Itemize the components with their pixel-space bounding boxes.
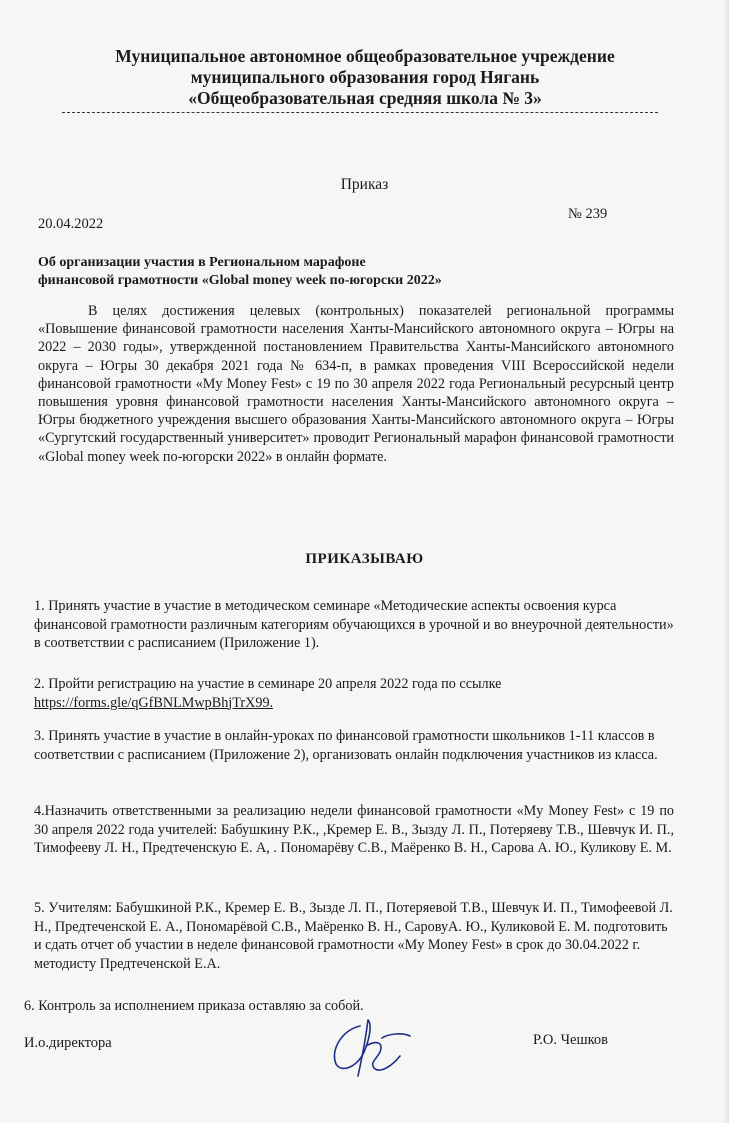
- signer-name: Р.О. Чешков: [533, 1032, 609, 1048]
- header-line-3: «Общеобразовательная средняя школа № 3»: [188, 88, 542, 108]
- order-item-1: 1. Принять участие в участие в методическом семинаре «Методические аспекты освоения курса финансовой грамотности различным категориям обучающихся в урочной и во внеурочной деятельности» в соответствии с расписанием (Приложение 1).: [34, 598, 674, 651]
- order-item-2-text: 2. Пройти регистрацию на участие в семинаре 20 апреля 2022 года по ссылке: [34, 676, 502, 692]
- order-item-2: [34, 675, 674, 712]
- registration-link[interactable]: https://forms.gle/qGfBNLMwpBhjTrX99.: [34, 694, 274, 711]
- order-item-5: 5. Учителям: Бабушкиной Р.К., Кремер Е. В., Зызде Л. П., Потеряевой Т.В., Шевчук И. П., Тимофеевой Л. Н., Предтеченской Е. А., Пономарёвой С.В., Маёренко В. Н., СаровуА. Ю., Куликовой Е. М. подготовить и сдать отчет об участии в неделе финансовой грамотности «My Money Fest» в срок до 30.04.2022 г. методисту Предтеченской Е.А.: [34, 900, 673, 972]
- handwritten-signature: [322, 1016, 414, 1080]
- header-divider: [62, 112, 658, 113]
- school-header: [40, 46, 690, 109]
- preamble-paragraph: В целях достижения целевых (контрольных) показателей региональной программы «Повышение финансовой грамотности населения Ханты-Мансийского автономного округа – Югры на 2022 – 2030 годы», утвержденной постановлением Правительства Ханты-Мансийского автономного округа – Югры 30 декабря 2021 года № 634-п, в рамках проведения VIII Всероссийской недели финансовой грамотности «My Money Fest» с 19 по 30 апреля 2022 года Региональный ресурсный центр повышения уровня финансовой грамотности населения Ханты-Мансийского автономного округа – Югры бюджетного учреждения высшего образования Ханты-Мансийского автономного округа – Югры «Сургутский государственный университет» проводит Региональный марафон финансовой грамотности «Global money week по-югорски 2022» в онлайн формате.: [38, 303, 674, 465]
- order-item-4: 4.Назначить ответственными за реализацию недели финансовой грамотности «My Money Fest» с 19 по 30 апреля 2022 года учителей: Бабушкину Р.К., ,Кремер Е. В., Зызду Л. П., Потеряеву Т.В., Шевчук И. П., Тимофееву Л. Н., Предтеченскую Е. А, . Пономарёву С.В., Маёренко В. Н., Сарова А. Ю., Куликову Е. М.: [34, 803, 674, 856]
- order-item-6: 6. Контроль за исполнением приказа оставляю за собой.: [24, 998, 364, 1014]
- order-item-3: 3. Принять участие в участие в онлайн-уроках по финансовой грамотности школьников 1-11 классов в соответствии с расписанием (Приложение 2), организовать онлайн подключения участников из класса.: [34, 728, 658, 763]
- subject-line-2: финансовой грамотности «Global money week по-югорски 2022»: [38, 273, 442, 288]
- order-number: № 239: [568, 206, 608, 222]
- header-line-2: муниципального образования город Нягань: [190, 67, 540, 87]
- order-subject: [38, 254, 558, 290]
- subject-line-1: Об организации участия в Региональном марафоне: [38, 255, 366, 270]
- page-edge-shadow: [723, 0, 729, 1123]
- document-type: Приказ: [340, 176, 389, 193]
- order-date: 20.04.2022: [38, 216, 104, 232]
- header-line-1: Муниципальное автономное общеобразовательное учреждение: [115, 46, 615, 66]
- order-word: ПРИКАЗЫВАЮ: [305, 551, 424, 567]
- signer-position: И.о.директора: [24, 1035, 112, 1051]
